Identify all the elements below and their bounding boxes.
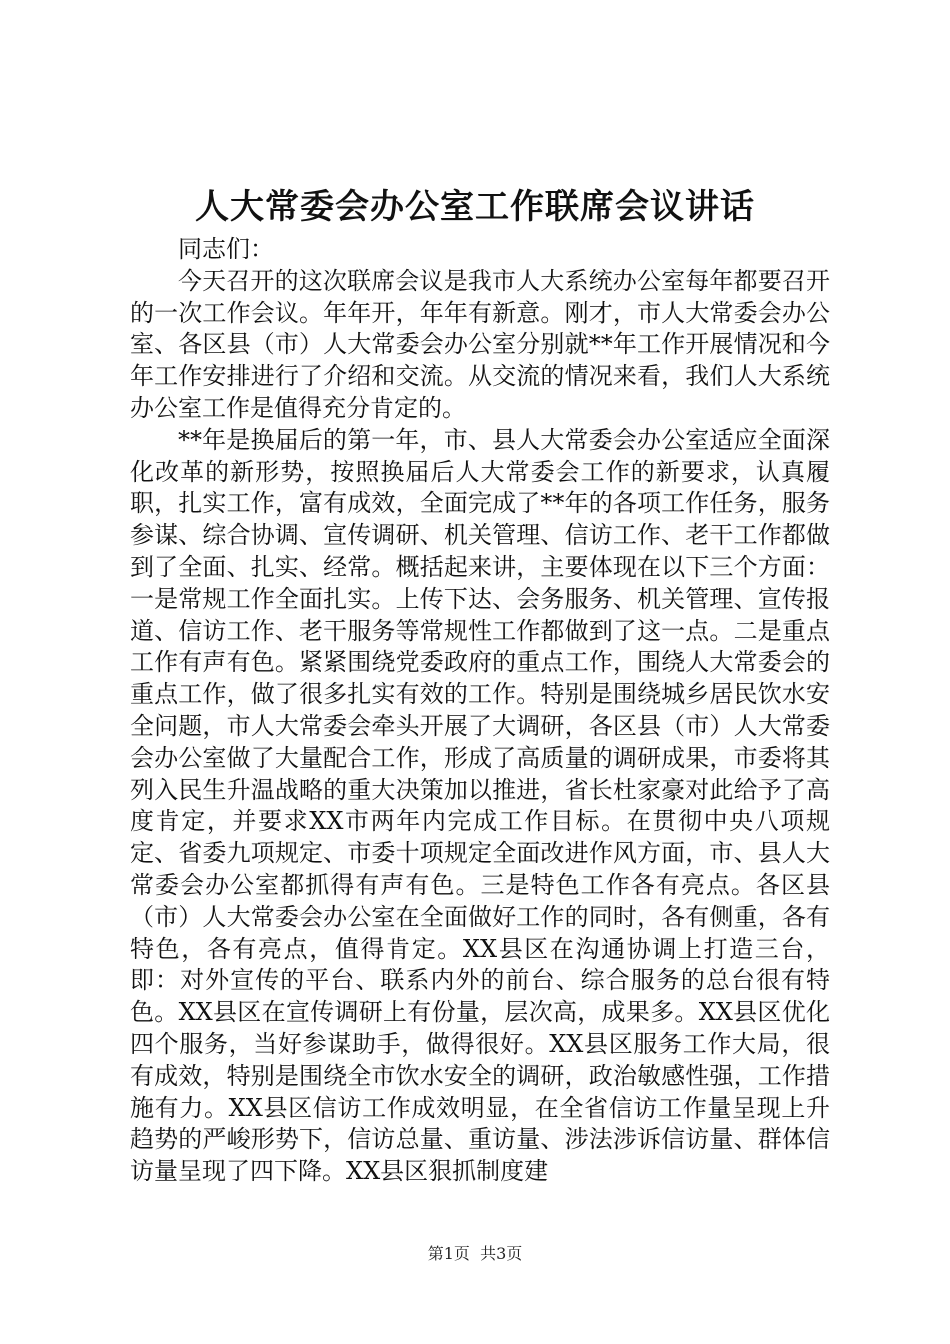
salutation: 同志们： [178,235,274,263]
page-footer [0,1244,950,1264]
document-title: 人大常委会办公室工作联席会议讲话 [195,187,755,227]
document-body [130,234,830,1188]
page-total: 共3页 [480,1244,523,1263]
page-number: 第1页 [427,1244,470,1263]
paragraph-1: 今天召开的这次联席会议是我市人大系统办公室每年都要召开的一次工作会议。年年开，年年有新意。刚才，市人大常委会办公室、各区县（市）人大常委会办公室分别就**年工作开展情况和今年工作安排进行了介绍和交流。从交流的情况来看，我们人大系统办公室工作是值得充分肯定的。 [130,266,830,422]
paragraph-2: **年是换届后的第一年，市、县人大常委会办公室适应全面深化改革的新形势，按照换届后人大常委会工作的新要求，认真履职，扎实工作，富有成效，全面完成了**年的各项工作任务，服务参谋、综合协调、宣传调研、机关管理、信访工作、老干工作都做到了全面、扎实、经常。概括起来讲，主要体现在以下三个方面：一是常规工作全面扎实。上传下达、会务服务、机关管理、宣传报道、信访工作、老干服务等常规性工作都做到了这一点。二是重点工作有声有色。紧紧围绕党委政府的重点工作，围绕人大常委会的重点工作，做了很多扎实有效的工作。特别是围绕城乡居民饮水安全问题，市人大常委会牵头开展了大调研，各区县（市）人大常委会办公室做了大量配合工作，形成了高质量的调研成果，市委将其列入民生升温战略的重大决策加以推进，省长杜家豪对此给予了高度肯定，并要求XX市两年内完成工作目标。在贯彻中央八项规定、省委九项规定、市委十项规定全面改进作风方面，市、县人大常委会办公室都抓得有声有色。三是特色工作各有亮点。各区县（市）人大常委会办公室在全面做好工作的同时，各有侧重，各有特色，各有亮点，值得肯定。XX县区在沟通协调上打造三台，即：对外宣传的平台、联系内外的前台、综合服务的总台很有特色。XX县区在宣传调研上有份量，层次高，成果多。XX县区优化四个服务，当好参谋助手，做得很好。XX县区服务工作大局，很有成效，特别是围绕全市饮水安全的调研，政治敏感性强，工作措施有力。XX县区信访工作成效明显，在全省信访工作量呈现上升趋势的严峻形势下，信访总量、重访量、涉法涉诉信访量、群体信访量呈现了四下降。XX县区狠抓制度建 [130,425,830,1186]
